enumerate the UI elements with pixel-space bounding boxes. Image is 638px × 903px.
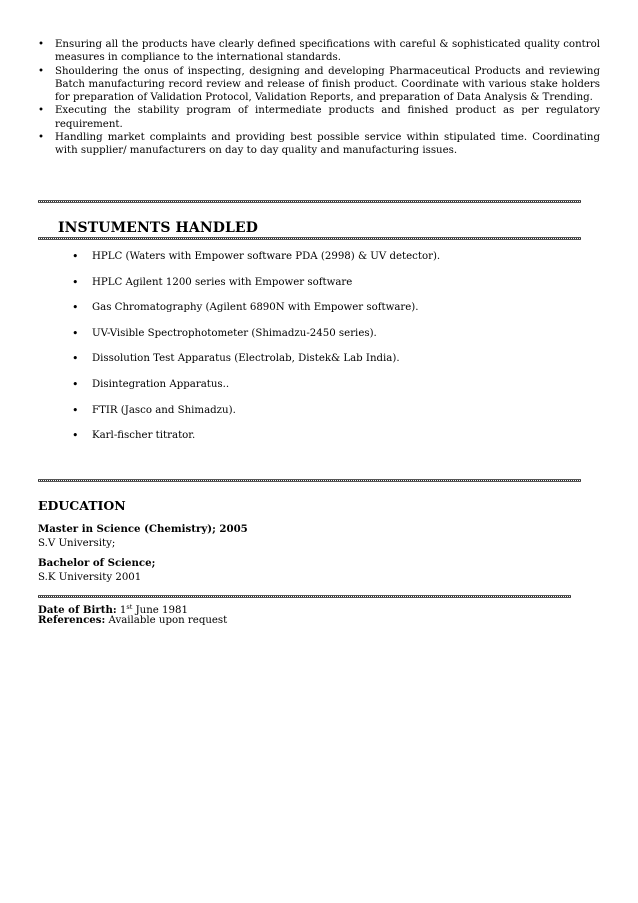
bullet-icon: • bbox=[72, 352, 79, 366]
section-divider bbox=[38, 479, 581, 482]
list-item: • Gas Chromatography (Agilent 6890N with Empower software). bbox=[72, 301, 419, 315]
list-item: • FTIR (Jasco and Shimadzu). bbox=[72, 403, 236, 417]
school-sk: S.K University 2001 bbox=[38, 572, 142, 583]
references-label: References: bbox=[38, 614, 106, 626]
list-item: • UV-Visible Spectrophotometer (Shimadzu-2450 series). bbox=[72, 326, 377, 340]
list-item: • HPLC Agilent 1200 series with Empower software bbox=[72, 275, 353, 289]
bullet-icon: • bbox=[72, 326, 79, 340]
section-divider bbox=[38, 237, 581, 240]
bullet-icon: • bbox=[38, 39, 45, 50]
dob-day: 1 bbox=[119, 605, 127, 616]
responsibilities-list bbox=[38, 38, 600, 158]
bullet-icon: • bbox=[38, 105, 45, 117]
bullet-icon: • bbox=[72, 403, 79, 417]
list-item: • Disintegration Apparatus.. bbox=[72, 377, 230, 391]
bullet-icon: • bbox=[72, 301, 79, 315]
section-divider bbox=[38, 200, 581, 203]
list-item: • Executing the stability program of intermediate products and finished product as per regulatory requirement. bbox=[38, 105, 600, 130]
bullet-icon: • bbox=[38, 132, 45, 144]
degree-bachelor: Bachelor of Science; bbox=[38, 557, 156, 569]
instruments-list bbox=[72, 248, 440, 453]
references bbox=[38, 614, 227, 627]
bullet-icon: • bbox=[38, 65, 45, 77]
bullet-icon: • bbox=[72, 275, 79, 289]
dob-label: Date of Birth: bbox=[38, 604, 117, 616]
list-item: • Shouldering the onus of inspecting, designing and developing Pharmaceutical Products and reviewing Batch manufacturing record review and release of finish product. Coordinate with various stake holders for preparation of Validation Protocol, Validation Reports, and preparation of Data Analysis & Trending. bbox=[38, 65, 600, 104]
school-sv: S.V University; bbox=[38, 538, 116, 549]
list-item: • Dissolution Test Apparatus (Electrolab, Distek& Lab India). bbox=[72, 352, 400, 366]
section-divider bbox=[38, 595, 571, 598]
education-heading: EDUCATION bbox=[38, 498, 126, 513]
list-item: • Handling market complaints and providing best possible service within stipulated time. Coordinating with supplier/ manufacturers on day to day quality and manufacturing issues. bbox=[38, 132, 600, 157]
instruments-heading: INSTUMENTS HANDLED bbox=[58, 220, 258, 236]
degree-master: Master in Science (Chemistry); 2005 bbox=[38, 523, 248, 535]
dob-value: June 1981 bbox=[135, 605, 188, 616]
dob-suffix: st bbox=[126, 603, 133, 611]
references-value: Available upon request bbox=[108, 615, 228, 626]
list-item: • Karl-fischer titrator. bbox=[72, 429, 196, 443]
list-item: • HPLC (Waters with Empower software PDA (2998) & UV detector). bbox=[72, 250, 441, 263]
bullet-icon: • bbox=[72, 250, 79, 263]
bullet-icon: • bbox=[72, 429, 79, 443]
list-item: • Ensuring all the products have clearly defined specifications with careful & sophisticated quality control measures in compliance to the international standards. bbox=[38, 39, 600, 64]
bullet-icon: • bbox=[72, 377, 79, 391]
